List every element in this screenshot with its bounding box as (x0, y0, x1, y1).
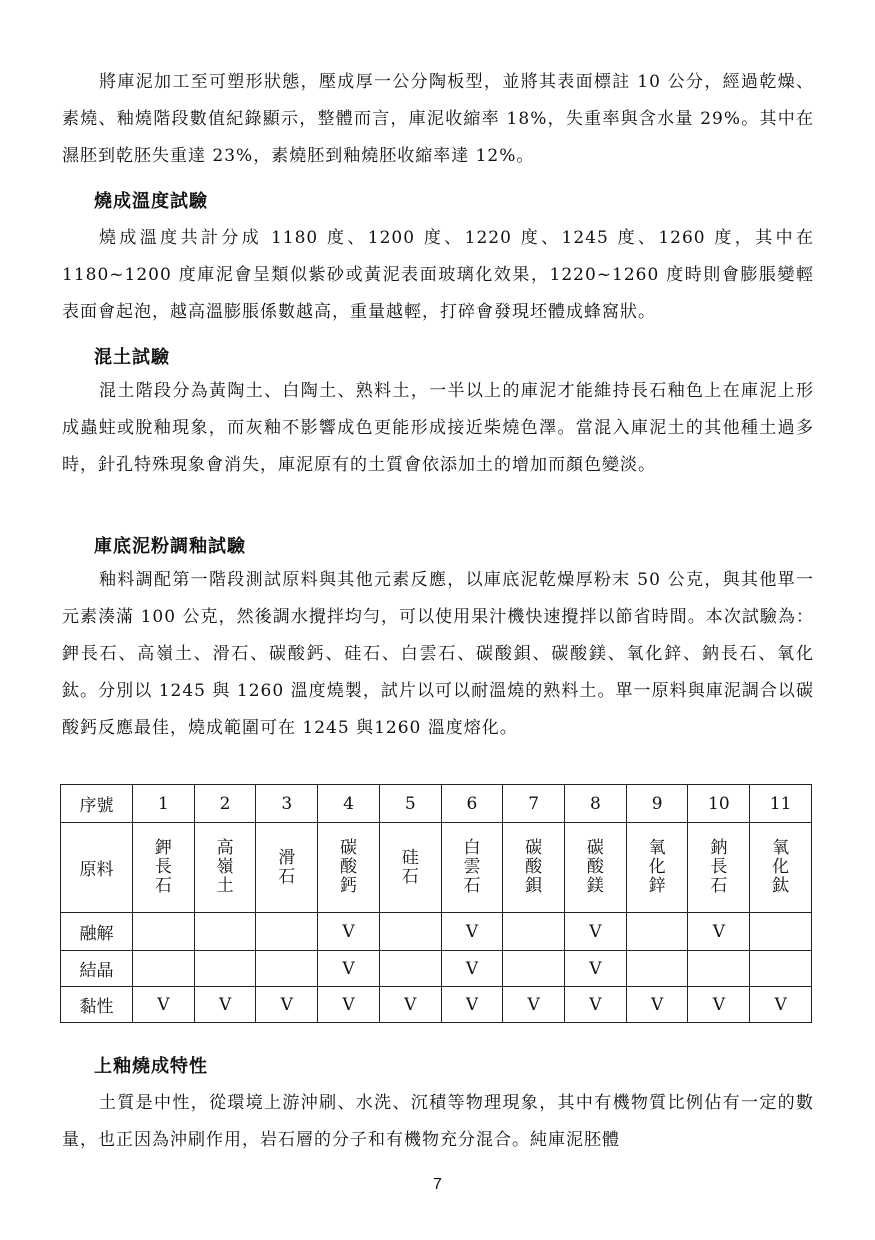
table-cell: 5 (379, 785, 441, 823)
table-row-material (61, 823, 812, 913)
table-row-crystal (61, 951, 812, 987)
table-cell (379, 951, 441, 987)
table-cell: V (441, 951, 503, 987)
table-cell (256, 951, 318, 987)
material-name: 氧化鋅 (648, 838, 666, 896)
table-cell: 3 (256, 785, 318, 823)
table-cell (750, 823, 812, 913)
table-cell (503, 951, 565, 987)
table-row-number (61, 785, 812, 823)
row-label: 融解 (61, 913, 133, 951)
table-row-viscosity (61, 987, 812, 1023)
table-cell: V (133, 987, 195, 1023)
table-cell: V (379, 987, 441, 1023)
table-cell: V (750, 987, 812, 1023)
table-cell: 4 (318, 785, 380, 823)
table-cell: 7 (503, 785, 565, 823)
table-cell: 8 (565, 785, 627, 823)
table-cell (256, 823, 318, 913)
table-cell (626, 823, 688, 913)
material-name: 碳酸鋇 (525, 838, 543, 896)
heading-clay-mixing: 混土試驗 (94, 347, 170, 368)
table-cell (503, 823, 565, 913)
table-cell: V (565, 913, 627, 951)
table-cell: 10 (688, 785, 750, 823)
paragraph-shrinkage: 將庫泥加工至可塑形狀態，壓成厚一公分陶板型，並將其表面標註 10 公分，經過乾燥、素燒、釉燒階段數值紀錄顯示，整體而言，庫泥收縮率 18%，失重率與含水量 29%。其中在濕胚到乾胚失重達 23%，素燒胚到釉燒胚收縮率達 12%。 (62, 72, 814, 166)
table-cell: 1 (133, 785, 195, 823)
table-cell: 9 (626, 785, 688, 823)
table-row-melt (61, 913, 812, 951)
table-cell: V (318, 951, 380, 987)
table-cell (503, 913, 565, 951)
material-name: 白雲石 (463, 838, 481, 896)
row-label: 黏性 (61, 987, 133, 1023)
table-cell (194, 913, 256, 951)
table-cell: V (194, 987, 256, 1023)
table-cell (688, 823, 750, 913)
table-cell (688, 951, 750, 987)
row-label: 序號 (61, 785, 133, 823)
material-name: 硅石 (401, 847, 419, 887)
table-cell (194, 951, 256, 987)
material-name: 滑石 (278, 847, 296, 887)
table-cell (750, 951, 812, 987)
table-cell: V (441, 987, 503, 1023)
paragraph-clay-mixing: 混土階段分為黃陶土、白陶土、熟料土，一半以上的庫泥才能維持長石釉色上在庫泥上形成蟲蛀或脫釉現象，而灰釉不影響成色更能形成接近柴燒色澤。當混入庫泥土的其他種土過多時，針孔特殊現象會消失，庫泥原有的土質會依添加土的增加而顏色變淡。 (62, 381, 814, 475)
table-cell (133, 913, 195, 951)
table-cell (750, 913, 812, 951)
table-cell: V (318, 913, 380, 951)
table-cell (256, 913, 318, 951)
row-label: 原料 (61, 823, 133, 913)
material-name: 碳酸鈣 (340, 838, 357, 896)
page-number: 7 (433, 1176, 442, 1193)
table-cell (626, 951, 688, 987)
table-cell: V (626, 987, 688, 1023)
material-name: 碳酸鎂 (586, 838, 604, 896)
table-cell: V (565, 987, 627, 1023)
heading-firing-temperature: 燒成溫度試驗 (94, 191, 208, 212)
material-name: 鉀長石 (154, 838, 172, 896)
table-cell: V (318, 987, 380, 1023)
table-cell (379, 823, 441, 913)
table-cell: V (565, 951, 627, 987)
heading-glazing-properties: 上釉燒成特性 (94, 1056, 208, 1077)
material-name: 鈉長石 (710, 838, 728, 896)
table-cell (565, 823, 627, 913)
table-cell: V (441, 913, 503, 951)
table-cell: V (256, 987, 318, 1023)
table-cell: V (503, 987, 565, 1023)
table-cell (441, 823, 503, 913)
table-cell: V (688, 987, 750, 1023)
table-cell: V (688, 913, 750, 951)
table-cell (133, 823, 195, 913)
table-cell (318, 823, 380, 913)
heading-glaze-test: 庫底泥粉調釉試驗 (94, 536, 246, 557)
table-cell: 11 (750, 785, 812, 823)
paragraph-glaze-test: 釉料調配第一階段測試原料與其他元素反應，以庫底泥乾燥厚粉末 50 公克，與其他單一元素湊滿 100 公克，然後調水攪拌均勻，可以使用果汁機快速攪拌以節省時間。本次試驗為：鉀長石、高嶺土、滑石、碳酸鈣、硅石、白雲石、碳酸鋇、碳酸鎂、氧化鋅、鈉長石、氧化鈦。分別以 1245 與 1260 溫度燒製，試片以可以耐溫燒的熟料土。單一原料與庫泥調合以碳酸鈣反應最佳，燒成範圍可在 1245 與1260 溫度熔化。 (62, 570, 814, 738)
material-name: 高嶺土 (216, 838, 234, 896)
materials-table (60, 784, 812, 1023)
paragraph-glazing-properties: 土質是中性，從環境上游沖刷、水洗、沉積等物理現象，其中有機物質比例佔有一定的數量，也正因為沖刷作用，岩石層的分子和有機物充分混合。純庫泥胚體 (62, 1093, 814, 1150)
table-cell (626, 913, 688, 951)
table-cell (194, 823, 256, 913)
row-label: 結晶 (61, 951, 133, 987)
table-cell: 2 (194, 785, 256, 823)
table-cell (133, 951, 195, 987)
material-name: 氧化鈦 (772, 838, 790, 896)
table-cell: 6 (441, 785, 503, 823)
paragraph-firing-temperature: 燒成溫度共計分成 1180 度、1200 度、1220 度、1245 度、1260 度，其中在1180~1200 度庫泥會呈類似紫砂或黃泥表面玻璃化效果，1220~1260 度時則會膨脹變輕表面會起泡，越高溫膨脹係數越高，重量越輕，打碎會發現坯體成蜂窩狀。 (62, 228, 814, 322)
table-cell (379, 913, 441, 951)
